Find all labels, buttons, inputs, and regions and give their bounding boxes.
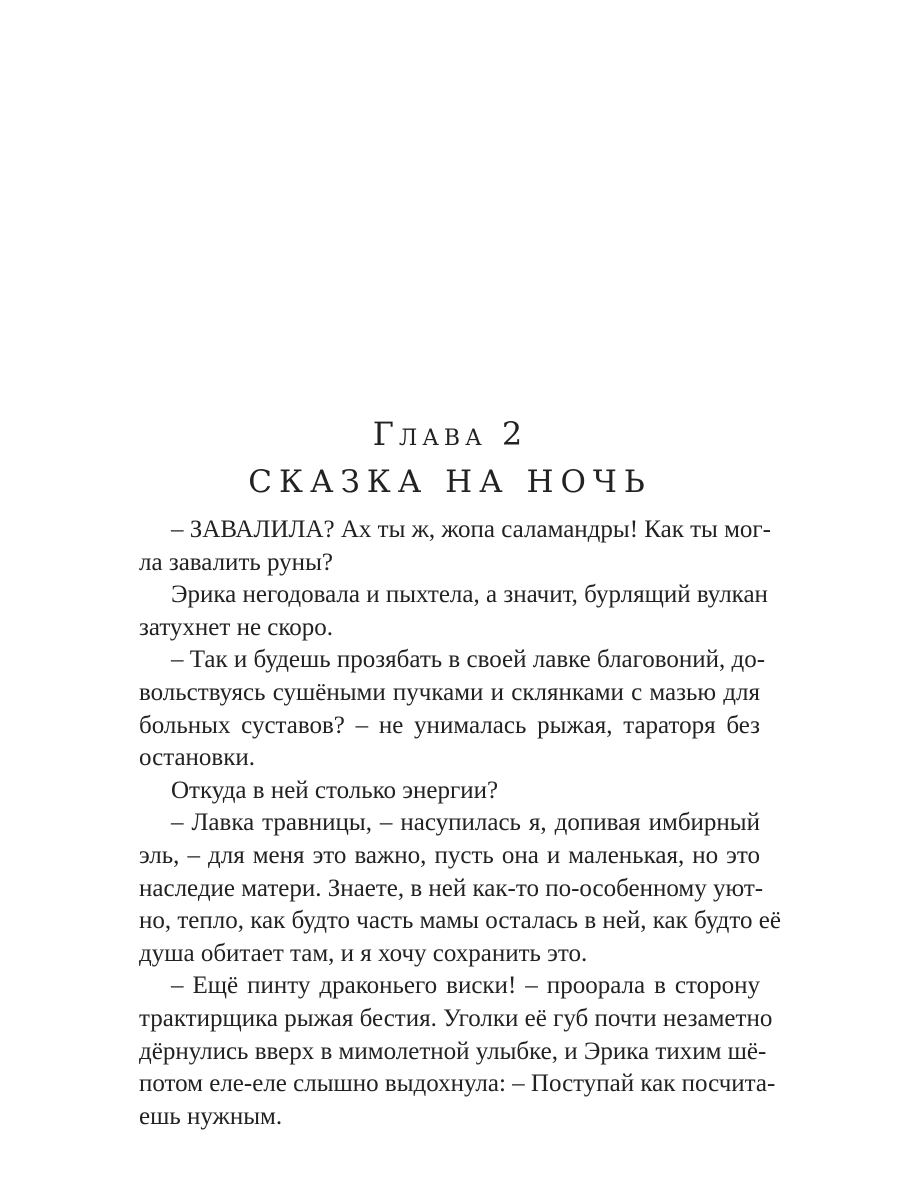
text-line: наследие матери. Знаете, в ней как-то по-особенному уют- bbox=[139, 874, 764, 902]
text-line: – Так и будешь прозябать в своей лавке благовоний, до- bbox=[171, 646, 766, 674]
text-line: затухнет не скоро. bbox=[139, 613, 334, 641]
text-line: эль, – для меня это важно, пусть она и маленькая, но это bbox=[139, 841, 760, 869]
text-line: трактирщика рыжая бестия. Уголки её губ почти незаметно bbox=[139, 1004, 773, 1032]
body-text bbox=[139, 514, 781, 1133]
text-line: – ЗАВАЛИЛА? Ах ты ж, жопа саламандры! Как ты мог- bbox=[171, 516, 771, 543]
chapter-title: СКАЗКА НА НОЧЬ bbox=[248, 464, 652, 500]
text-line: дёрнулись вверх в мимолетной улыбке, и Эрика тихим шё- bbox=[139, 1037, 767, 1065]
text-line: вольствуясь сушёными пучками и склянками с мазью для bbox=[139, 678, 760, 706]
text-line: – Ещё пинту драконьего виски! – проорала в сторону bbox=[171, 972, 760, 1000]
text-line: остановки. bbox=[139, 744, 256, 772]
text-line: душа обитает там, и я хочу сохранить это. bbox=[139, 939, 588, 967]
text-line: больных суставов? – не унималась рыжая, тараторя без bbox=[139, 711, 760, 739]
text-line: но, тепло, как будто часть мамы осталась в ней, как будто её bbox=[139, 907, 781, 935]
text-line: потом еле-еле слышно выдохнула: – Поступай как посчита- bbox=[139, 1070, 776, 1098]
text-line: ешь нужным. bbox=[139, 1102, 283, 1130]
text-line: Откуда в ней столько энергии? bbox=[171, 776, 499, 804]
chapter-heading bbox=[0, 412, 900, 504]
text-line: Эрика негодовала и пыхтела, а значит, бурлящий вулкан bbox=[171, 581, 768, 609]
text-line: ла завалить руны? bbox=[139, 548, 333, 576]
text-line: – Лавка травницы, – насупилась я, допивая имбирный bbox=[171, 809, 760, 837]
chapter-number: Глава 2 bbox=[372, 415, 528, 453]
